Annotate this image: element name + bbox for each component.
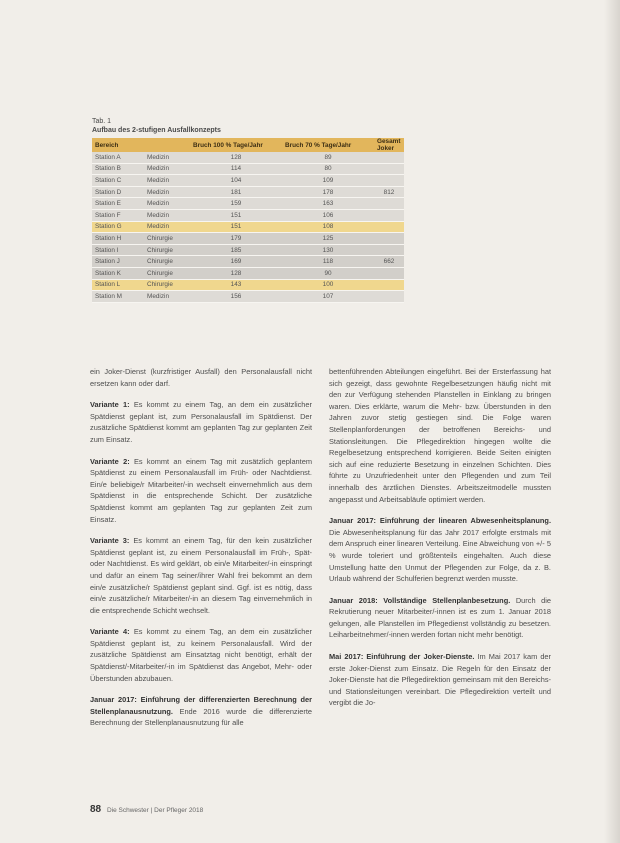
cell-v70: 100 (282, 279, 374, 291)
cell-fach: Medizin (144, 152, 190, 163)
table-title: Aufbau des 2-stufigen Ausfallkonzepts (92, 127, 221, 134)
cell-v70: 106 (282, 209, 374, 221)
paragraph-text: bettenführenden Abteilungen eingeführt. Bei der Ersterfassung hat sich gezeigt, dass gewohnte Regelbesetzungen häufig nicht mit den zur Verfügung stehenden Planstellen in Einklang zu bringen waren. Dies erklärte, warum die Mehr- bzw. Überstunden in den Jahren zuvor stetig gestiegen sind. Die Folge waren Stellenplanforderungen der betroffenen Bereichs- und Stationsleitungen. Die Pflegedirektion hingegen wollte die Regelbesetzung entsprechend korrigieren. Beide Seiten einigten sich auf eine reduzierte Besetzung in einzelnen Schichten. Dies führte zu Unzufriedenheit unter den Pflegenden und zum Teil innerhalb des ärztlichen Dienstes. Arbeitszeitmodelle mussten angepasst und Arbeitsabläufe optimiert werden. (329, 367, 551, 504)
cell-v100: 114 (190, 163, 282, 175)
cell-fach: Chirurgie (144, 244, 190, 256)
paragraph-text: Durch die Rekrutierung neuer Mitarbeiter/-innen ist es zum 1. Januar 2018 gelungen, alle Planstellen im Pflegedienst vollständig zu besetzen. Leiharbeitnehmer/-innen werden fortan nicht mehr benötigt. (329, 595, 551, 640)
cell-fach: Medizin (144, 198, 190, 210)
cell-joker (374, 244, 404, 256)
cell-v70: 178 (282, 186, 374, 198)
cell-v100: 185 (190, 244, 282, 256)
cell-station: Station C (92, 175, 144, 187)
paragraph-text: Es kommt an einem Tag, für den kein zusätzlicher Spätdienst geplant ist, zu einem Personalausfall im Früh-, Spät- oder Nachtdienst. Es wird geklärt, ob ein/e Mitarbeiter/-in einspringt und dafür an einem Tag seiner/ihrer Wahl frei bekommt an dem ein/e zusätzliche/r Spätdienst geplant sind. Ggf. ist es nötig, dass ein/e zusätzliche/r Mitarbeiter/-in an diesem Tag einvernehmlich in die entsprechende Schicht wechselt. (90, 536, 312, 615)
cell-v100: 128 (190, 152, 282, 163)
cell-v100: 104 (190, 175, 282, 187)
cell-v70: 107 (282, 291, 374, 303)
paragraph (329, 651, 551, 709)
cell-station: Station J (92, 256, 144, 268)
ausfallkonzept-table (92, 138, 404, 303)
cell-v70: 125 (282, 233, 374, 245)
cell-station: Station D (92, 186, 144, 198)
paragraph (90, 366, 312, 389)
paragraph-text: Die Abwesenheitsplanung für das Jahr 2017 erfolgte erstmals mit dem Anspruch einer linearen Verteilung. Eine Abweichung von +/- 5 % wurde toleriert und größtenteils eingehalten. Auch diese Umstellung hatte den Unmut der Pflegenden zur Folge, da z. B. Urlaub während der Schulferien begrenzt werden musste. (329, 527, 551, 584)
cell-v100: 169 (190, 256, 282, 268)
page-footer (90, 804, 203, 815)
cell-fach: Chirurgie (144, 233, 190, 245)
paragraph (90, 535, 312, 616)
cell-v100: 128 (190, 267, 282, 279)
paragraph (90, 456, 312, 526)
table-row (92, 291, 404, 303)
journal-source: Die Schwester | Der Pfleger 2018 (106, 807, 204, 814)
cell-joker (374, 163, 404, 175)
cell-station: Station E (92, 198, 144, 210)
paragraph-heading: Variante 3: (90, 536, 130, 546)
cell-station: Station L (92, 279, 144, 291)
cell-v70: 80 (282, 163, 374, 175)
cell-joker: 812 (374, 186, 404, 198)
cell-station: Station I (92, 244, 144, 256)
table-row (92, 152, 404, 163)
cell-v70: 89 (282, 152, 374, 163)
cell-v70: 109 (282, 175, 374, 187)
cell-v70: 163 (282, 198, 374, 210)
page-edge-shadow (604, 0, 620, 843)
header-bereich: Bereich (92, 138, 144, 152)
paragraph (90, 399, 312, 445)
paragraph-heading: Januar 2018: Vollständige Stellenplanbesetzung. (329, 595, 511, 605)
table-row (92, 198, 404, 210)
cell-fach: Chirurgie (144, 279, 190, 291)
cell-joker (374, 291, 404, 303)
cell-fach: Medizin (144, 209, 190, 221)
paragraph-heading: Variante 4: (90, 627, 130, 637)
cell-station: Station G (92, 221, 144, 233)
cell-fach: Medizin (144, 175, 190, 187)
left-text-column (90, 366, 312, 739)
cell-station: Station H (92, 233, 144, 245)
cell-v100: 179 (190, 233, 282, 245)
cell-fach: Medizin (144, 221, 190, 233)
cell-joker (374, 267, 404, 279)
paragraph (329, 515, 551, 585)
cell-joker (374, 279, 404, 291)
cell-station: Station M (92, 291, 144, 303)
header-bruch-70: Bruch 70 % Tage/Jahr (282, 138, 374, 152)
table-row (92, 163, 404, 175)
cell-fach: Chirurgie (144, 256, 190, 268)
table-row (92, 221, 404, 233)
table-header-row (92, 138, 404, 152)
paragraph-text: Es kommt an einem Tag mit zusätzlich geplantem Spätdienst zu einem Personalausfall im Früh- oder Nachtdienst. Ein/e beliebige/r Mitarbeiter/-in wechselt einvernehmlich aus dem Spätdienst in die entsprechende Schicht. Der zusätzliche Spätdienst kommt am geplanten Tag zur geplanten Zeit zum Einsatz. (90, 456, 312, 524)
paragraph (90, 694, 312, 729)
table-row (92, 244, 404, 256)
paragraph-heading: Januar 2017: Einführung der linearen Abwesenheitsplanung. (329, 516, 551, 526)
cell-fach: Medizin (144, 163, 190, 175)
paragraph-heading: Variante 2: (90, 456, 130, 466)
paragraph-text: ein Joker-Dienst (kurzfristiger Ausfall) den Personalausfall nicht ersetzen kann oder darf. (90, 367, 312, 388)
cell-joker: 662 (374, 256, 404, 268)
cell-v70: 90 (282, 267, 374, 279)
cell-v100: 156 (190, 291, 282, 303)
paragraph-heading: Variante 1: (90, 400, 130, 410)
table-row (92, 209, 404, 221)
cell-fach: Medizin (144, 291, 190, 303)
cell-station: Station F (92, 209, 144, 221)
table-row (92, 267, 404, 279)
table-row (92, 175, 404, 187)
cell-v70: 118 (282, 256, 374, 268)
cell-fach: Chirurgie (144, 267, 190, 279)
cell-station: Station K (92, 267, 144, 279)
cell-v100: 151 (190, 209, 282, 221)
paragraph-heading: Januar 2017: Einführung der differenzierten Berechnung der Stellenplanausnutzung. (90, 695, 312, 716)
header-gesamt-joker: Gesamt Joker (374, 138, 404, 152)
header-fach (144, 138, 190, 152)
cell-joker (374, 175, 404, 187)
paragraph (90, 626, 312, 684)
table-label: Tab. 1 (92, 118, 112, 125)
paragraph (329, 595, 551, 641)
paragraph-text: Es kommt zu einem Tag, an dem ein zusätzlicher Spätdienst geplant ist, zum Personalausfall im Spätdienst. Der zusätzliche Spätdienst kommt am geplanten Tag zur geplanten Zeit zum Einsatz. (90, 400, 312, 444)
cell-joker (374, 233, 404, 245)
cell-v100: 143 (190, 279, 282, 291)
paragraph-text: Im Mai 2017 kam der erste Joker-Dienst zum Einsatz. Die Regeln für den Einsatz der Joker-Dienste hat die Pflegedirektion gemeinsam mit den Bereichs- und Stationsleitungen vereinbart. Die Pflegedirektion verteilt und vergibt die Jo- (329, 652, 552, 708)
cell-joker (374, 198, 404, 210)
right-text-column (329, 366, 551, 719)
paragraph-heading: Mai 2017: Einführung der Joker-Dienste. (329, 652, 475, 662)
page-number: 88 (90, 804, 102, 815)
cell-joker (374, 221, 404, 233)
cell-v70: 108 (282, 221, 374, 233)
cell-v100: 151 (190, 221, 282, 233)
paragraph-text: Ende 2016 wurde die differenzierte Berechnung der Stellenplanausnutzung für alle (90, 706, 313, 728)
cell-v100: 159 (190, 198, 282, 210)
cell-fach: Medizin (144, 186, 190, 198)
cell-v100: 181 (190, 186, 282, 198)
table-row (92, 279, 404, 291)
cell-station: Station A (92, 152, 144, 163)
paragraph (329, 366, 551, 505)
cell-joker (374, 209, 404, 221)
table-row (92, 186, 404, 198)
table-row (92, 256, 404, 268)
table-caption (92, 117, 221, 135)
cell-v70: 130 (282, 244, 374, 256)
header-bruch-100: Bruch 100 % Tage/Jahr (190, 138, 282, 152)
paragraph-text: Es kommt zu einem Tag, an dem ein zusätzlicher Spätdienst geplant ist, zu keinem Personalausfall. Wird der zusätzliche Spätdienst am Einsatztag nicht benötigt, erhält der Spätdienst/-Mitarbeiter/-in im Spätdienst das Angebot, Mehr- oder Überstunden abzubauen. (90, 627, 312, 683)
cell-station: Station B (92, 163, 144, 175)
cell-joker (374, 152, 404, 163)
table-row (92, 233, 404, 245)
